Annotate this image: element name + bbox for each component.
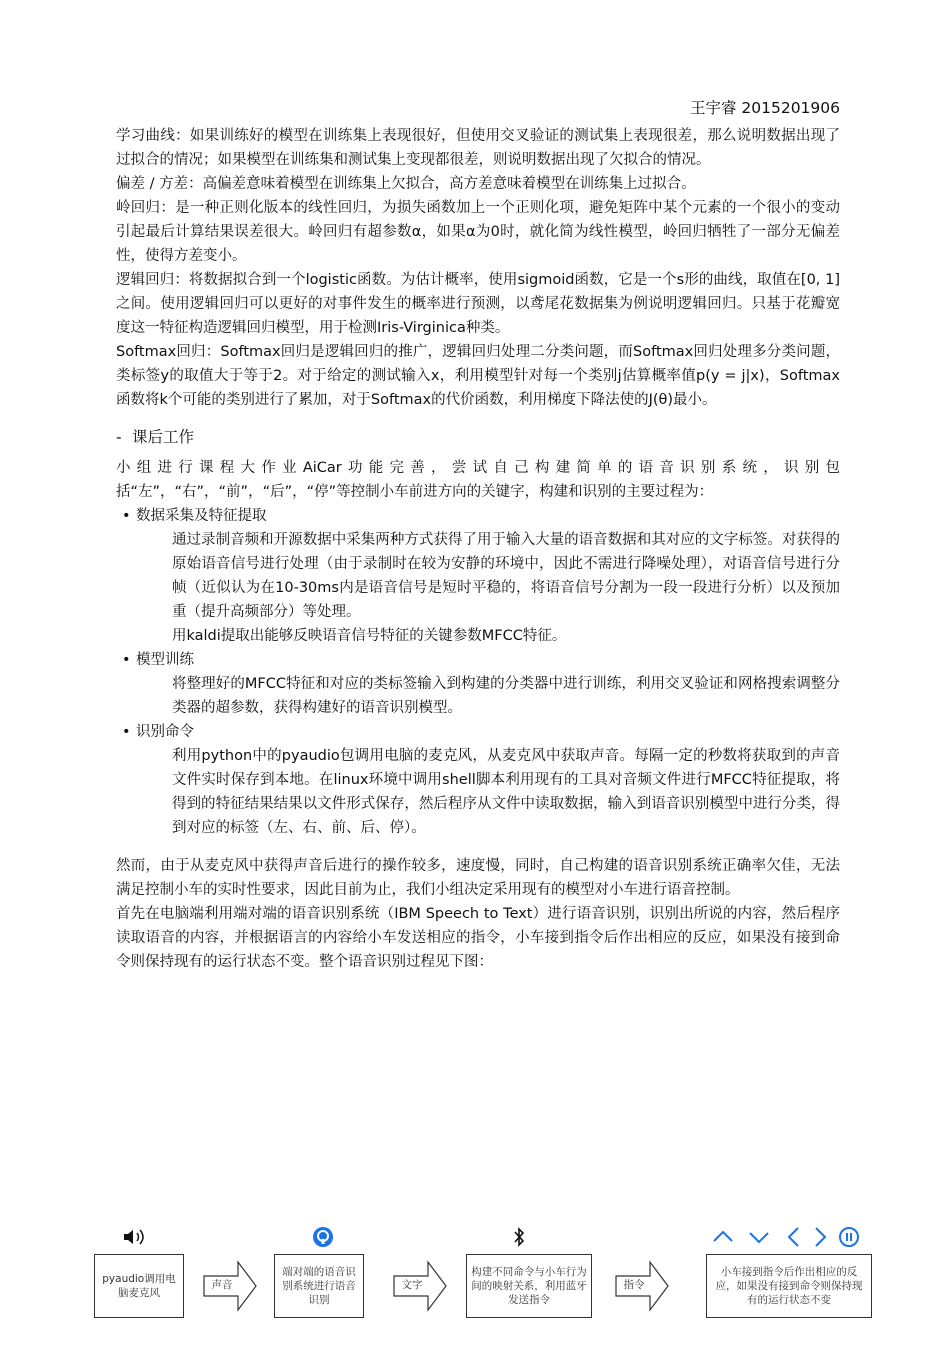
paragraph-however: 然而，由于从麦克风中获得声音后进行的操作较多，速度慢，同时，自己构建的语音识别系统正确率欠佳，无法满足控制小车的实时性要求，因此目前为止，我们小组决定采用现有的模型对小车进行语音控制。 xyxy=(116,858,840,898)
process-list xyxy=(116,504,840,840)
chevron-right-icon xyxy=(812,1226,828,1252)
arrow-label-command: 指令 xyxy=(623,1279,645,1291)
chevron-down-icon xyxy=(748,1228,770,1250)
flow-box-command-mapping: 构建不同命令与小车行为间的映射关系，利用蓝牙发送指令 xyxy=(466,1254,592,1318)
flow-arrow-sound xyxy=(202,1260,258,1312)
bullet-heading: • 识别命令 xyxy=(116,720,840,744)
bullet-heading: • 模型训练 xyxy=(116,648,840,672)
paragraph-first: 首先在电脑端利用端对端的语音识别系统（IBM Speech to Text）进行语音识别，识别出所说的内容，然后程序读取语音的内容，并根据语言的内容给小车发送相应的指令，小车接到指令后作出相应的反应，如果没有接到命令则保持现有的运行状态不变。整个语音识别过程见下图： xyxy=(116,906,840,970)
flow-arrow-command xyxy=(614,1260,670,1312)
ibm-watson-icon xyxy=(312,1226,334,1252)
chevron-up-icon xyxy=(712,1228,734,1250)
paragraph-learning-curve: 学习曲线：如果训练好的模型在训练集上表现很好，但使用交叉验证的测试集上表现很差，那么说明数据出现了过拟合的情况；如果模型在训练集和测试集上变现都很差，则说明数据出现了欠拟合的情况。 xyxy=(116,128,840,168)
arrow-label-text: 文字 xyxy=(401,1279,423,1291)
flow-box-car-reaction: 小车接到指令后作出相应的反应，如果没有接到命令则保持现有的运行状态不变 xyxy=(706,1254,872,1318)
speaker-icon xyxy=(122,1228,148,1250)
bullet-body: 利用python中的pyaudio包调用电脑的麦克风，从麦克风中获取声音。每隔一定的秒数将获取到的声音文件实时保存到本地。在linux环境中调用shell脚本利用现有的工具对音频文件进行MFCC特征提取，将得到的特征结果结果以文件形式保存，然后程序从文件中读取数据，输入到语音识别模型中进行分类，得到对应的标签（左、右、前、后、停）。 xyxy=(172,748,840,836)
bluetooth-icon xyxy=(512,1227,526,1251)
list-item xyxy=(116,648,840,720)
author-line: 王宇睿 2015201906 xyxy=(689,99,840,117)
paragraph-intro: 小组进行课程大作业AiCar功能完善，尝试自己构建简单的语音识别系统，识别包括“左”，“右”，“前”，“后”，“停”等控制小车前进方向的关键字，构建和识别的主要过程为： xyxy=(116,460,840,500)
flow-box-speech-recognition: 端对端的语音识别系统进行语音识别 xyxy=(274,1254,364,1318)
bullet-body: 通过录制音频和开源数据中采集两种方式获得了用于输入大量的语音数据和其对应的文字标签。对获得的原始语音信号进行处理（由于录制时在较为安静的环境中，因此不需进行降噪处理），对语音信号进行分帧（近似认为在10-30ms内是语音信号是短时平稳的，将语音信号分割为一段一段进行分析）以及预加重（提升高频部分）等处理。 xyxy=(172,532,840,620)
paragraph-ridge-regression: 岭回归：是一种正则化版本的线性回归，为损失函数加上一个正则化项，避免矩阵中某个元素的一个很小的变动引起最后计算结果误差很大。岭回归有超参数α，如果α为0时，就化简为线性模型，岭回归牺牲了一部分无偏差性，使得方差变小。 xyxy=(116,200,840,264)
bullet-body: 将整理好的MFCC特征和对应的类标签输入到构建的分类器中进行训练，利用交叉验证和网格搜索调整分类器的超参数，获得构建好的语音识别模型。 xyxy=(172,676,840,716)
chevron-left-icon xyxy=(786,1226,802,1252)
paragraph-bias-variance: 偏差 / 方差：高偏差意味着模型在训练集上欠拟合，高方差意味着模型在训练集上过拟合。 xyxy=(116,176,696,192)
list-item xyxy=(116,720,840,840)
paragraph-logistic-regression: 逻辑回归：将数据拟合到一个logistic函数。为估计概率，使用sigmoid函数，它是一个s形的曲线，取值在[0, 1]之间。使用逻辑回归可以更好的对事件发生的概率进行预测，以鸢尾花数据集为例说明逻辑回归。只基于花瓣宽度这一特征构造逻辑回归模型，用于检测Iris-Virginica种类。 xyxy=(116,272,840,336)
bullet-heading: • 数据采集及特征提取 xyxy=(116,504,840,528)
arrow-label-sound: 声音 xyxy=(211,1279,233,1291)
section-title: 课后工作 xyxy=(132,428,195,446)
pause-icon xyxy=(838,1226,860,1252)
document-page xyxy=(116,96,840,974)
section-heading xyxy=(116,424,840,450)
section-dash: - xyxy=(116,428,122,446)
flow-arrow-text xyxy=(392,1260,448,1312)
paragraph-softmax-regression: Softmax回归：Softmax回归是逻辑回归的推广，逻辑回归处理二分类问题，而Softmax回归处理多分类问题，类标签y的取值大于等于2。对于给定的测试输入x，利用模型针对每一个类别j估算概率值p(y = j|x)，Softmax函数将k个可能的类别进行了累加，对于Softmax的代价函数，利用梯度下降法使的J(θ)最小。 xyxy=(116,344,840,408)
list-item xyxy=(116,504,840,648)
flow-box-pyaudio: pyaudio调用电脑麦克风 xyxy=(94,1254,184,1318)
voice-recognition-flow-diagram xyxy=(92,1226,872,1326)
bullet-body: 用kaldi提取出能够反映语音信号特征的关键参数MFCC特征。 xyxy=(172,628,567,644)
